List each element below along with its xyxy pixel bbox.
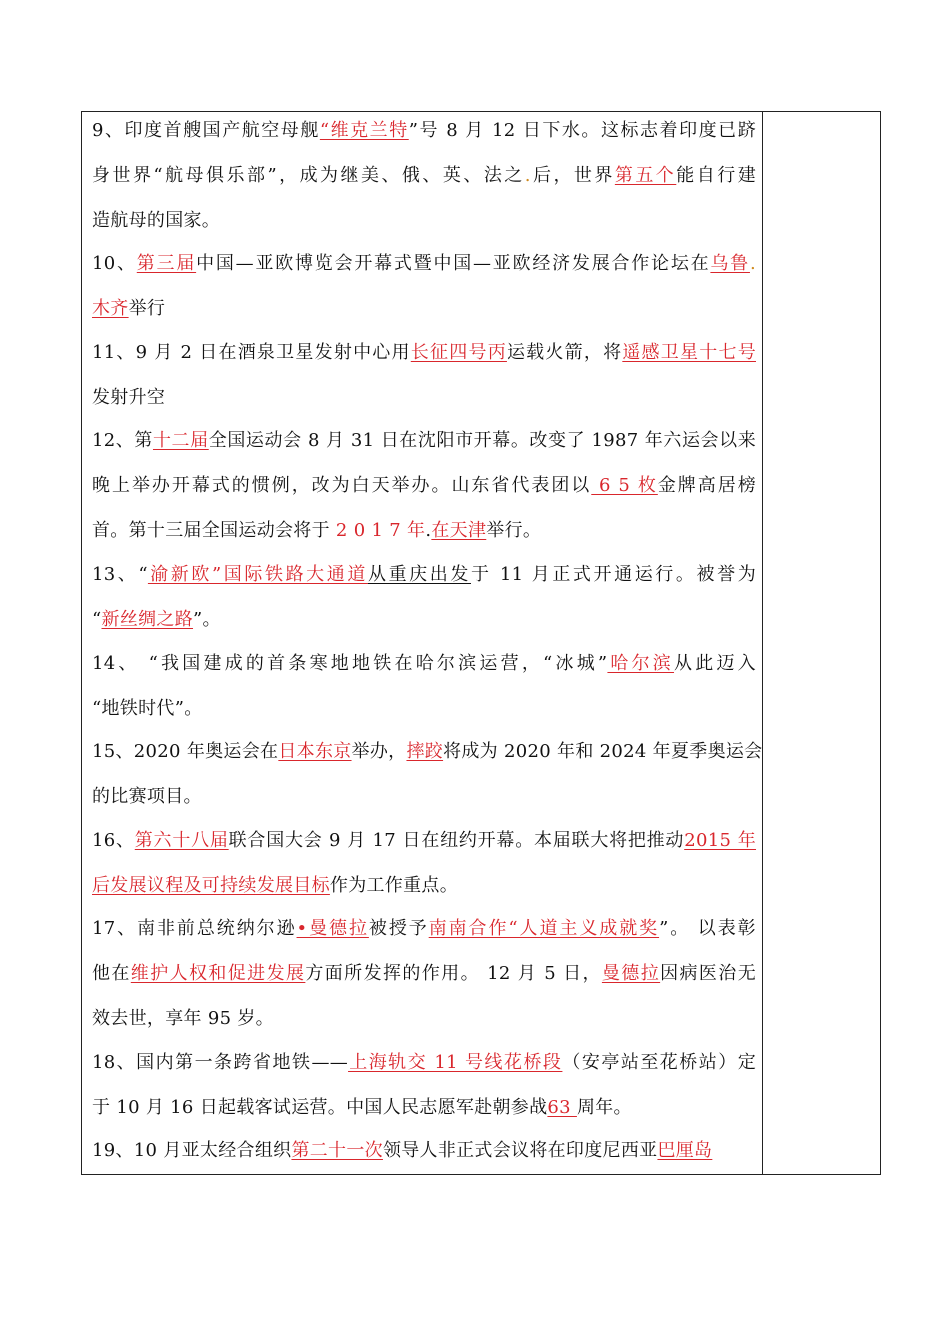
text-segment: 17、南非前总统纳尔逊 bbox=[92, 918, 297, 939]
text-segment: 举行 bbox=[128, 298, 166, 319]
text-segment: 举行。 bbox=[486, 520, 542, 541]
highlighted-answer: •曼德拉 bbox=[296, 918, 369, 939]
text-segment: 造航母的国家。 bbox=[92, 210, 221, 231]
text-segment: 从此迈入 bbox=[674, 653, 756, 674]
text-segment: 首。第十三届全国运动会将于 bbox=[92, 520, 336, 541]
highlighted-answer: 巴厘岛 bbox=[657, 1140, 713, 1161]
text-segment: 运载火箭，将 bbox=[506, 342, 623, 363]
highlighted-answer: 摔跤 bbox=[406, 741, 444, 762]
document-table bbox=[81, 111, 881, 1175]
highlighted-answer: 维护人权和促进发展 bbox=[130, 963, 306, 984]
highlighted-answer: 第三届 bbox=[136, 253, 197, 274]
text-segment: 方面所发挥的作用。 12 月 5 日， bbox=[305, 963, 602, 984]
text-segment: 后，世界 bbox=[530, 165, 615, 186]
text-segment: 效去世，享年 95 岁。 bbox=[92, 1008, 274, 1029]
text-segment: （安亭站至花桥站）定 bbox=[562, 1052, 757, 1073]
text-segment: “ bbox=[92, 609, 102, 630]
text-line bbox=[92, 784, 202, 810]
text-segment: . bbox=[524, 165, 531, 186]
highlighted-answer: 第六十八届 bbox=[134, 830, 229, 851]
text-segment: 周年。 bbox=[576, 1097, 632, 1118]
highlighted-answer: 新丝绸之路 bbox=[101, 609, 194, 630]
text-line bbox=[92, 1006, 274, 1032]
text-line bbox=[92, 651, 756, 677]
text-line bbox=[92, 428, 756, 454]
text-segment: 的比赛项目。 bbox=[92, 786, 202, 807]
text-segment: . bbox=[425, 520, 432, 541]
highlighted-answer: 日本东京 bbox=[278, 741, 352, 762]
highlighted-answer: 南南合作“人道主义成就奖 bbox=[428, 918, 660, 939]
text-segment: 作为工作重点。 bbox=[329, 875, 459, 896]
text-segment: 他在 bbox=[92, 963, 131, 984]
text-line bbox=[92, 1050, 756, 1076]
text-segment: . bbox=[749, 253, 756, 274]
highlighted-answer: “维克兰特 bbox=[319, 120, 409, 141]
text-segment: 2 0 1 7 年 bbox=[335, 520, 426, 541]
highlighted-answer: 6 5 枚 bbox=[591, 475, 658, 496]
text-line bbox=[92, 1138, 712, 1164]
highlighted-answer: 在天津 bbox=[431, 520, 487, 541]
text-segment: 15、2020 年奥运会在 bbox=[92, 741, 279, 762]
text-segment: “地铁时代”。 bbox=[92, 698, 203, 719]
highlighted-answer: 十二届 bbox=[152, 430, 209, 451]
text-segment: 联合国大会 9 月 17 日在纽约开幕。本届联大将把推动 bbox=[228, 830, 685, 851]
content-column bbox=[82, 112, 763, 1174]
text-segment: 14、 “我国建成的首条寒地地铁在哈尔滨运营，“冰城” bbox=[92, 653, 608, 674]
text-segment: 被授予 bbox=[368, 918, 429, 939]
highlighted-answer: 上海轨交 11 号线花桥段 bbox=[348, 1052, 563, 1073]
highlighted-answer: 曼德拉 bbox=[601, 963, 661, 984]
highlighted-answer: 长征四号丙 bbox=[410, 342, 507, 363]
text-segment: 金牌高居榜 bbox=[657, 475, 757, 496]
text-segment: 发射升空 bbox=[92, 387, 166, 408]
text-segment: 领导人非正式会议将在印度尼西亚 bbox=[382, 1140, 658, 1161]
text-segment: 将成为 2020 年和 2024 年夏季奥运会 bbox=[443, 741, 763, 762]
text-segment: 中国—亚欧博览会开幕式暨中国—亚欧经济发展合作论坛在 bbox=[196, 253, 711, 274]
text-segment: 18、国内第一条跨省地铁—— bbox=[92, 1052, 349, 1073]
text-segment: 从重庆出发 bbox=[367, 564, 471, 585]
text-segment: 能自行建 bbox=[676, 165, 756, 186]
text-segment: ”。 bbox=[193, 609, 221, 630]
text-line bbox=[92, 696, 203, 722]
highlighted-answer: 哈尔滨 bbox=[607, 653, 675, 674]
text-line bbox=[92, 828, 756, 854]
text-segment: 因病医治无 bbox=[660, 963, 757, 984]
text-line bbox=[92, 118, 756, 144]
text-segment: 10、 bbox=[92, 253, 137, 274]
highlighted-answer: 2015 年 bbox=[684, 830, 757, 851]
text-line bbox=[92, 163, 756, 189]
text-segment: ”号 8 月 12 日下水。这标志着印度已跻 bbox=[408, 120, 756, 141]
text-line bbox=[92, 251, 756, 277]
text-line bbox=[92, 916, 756, 942]
text-segment: 16、 bbox=[92, 830, 135, 851]
text-segment: 11、9 月 2 日在酒泉卫星发射中心用 bbox=[92, 342, 411, 363]
text-line bbox=[92, 873, 458, 899]
highlighted-answer: 63 bbox=[547, 1097, 577, 1118]
highlighted-answer: 木齐 bbox=[92, 298, 129, 319]
text-segment: 于 10 月 16 日起载客试运营。中国人民志愿军赴朝参战 bbox=[92, 1097, 548, 1118]
text-segment: 晚上举办开幕式的惯例，改为白天举办。山东省代表团以 bbox=[92, 475, 592, 496]
text-line bbox=[92, 739, 763, 765]
text-line bbox=[92, 562, 756, 588]
text-line bbox=[92, 385, 165, 411]
highlighted-answer: 后发展议程及可持续发展目标 bbox=[92, 875, 330, 896]
text-line bbox=[92, 518, 541, 544]
text-line bbox=[92, 473, 756, 499]
text-segment: 举办， bbox=[351, 741, 407, 762]
text-segment: 9、印度首艘国产航空母舰 bbox=[92, 120, 320, 141]
text-line bbox=[92, 296, 165, 322]
text-line bbox=[92, 1095, 632, 1121]
text-segment: 19、10 月亚太经合组织 bbox=[92, 1140, 292, 1161]
text-segment: 身世界“航母俱乐部”，成为继美、俄、英、法之 bbox=[92, 165, 525, 186]
text-line bbox=[92, 340, 756, 366]
highlighted-answer: 遥感卫星十七号 bbox=[622, 342, 756, 363]
highlighted-answer: 乌鲁 bbox=[710, 253, 750, 274]
highlighted-answer: 渝新欧”国际铁路大通道 bbox=[147, 564, 368, 585]
highlighted-answer: 第五个 bbox=[614, 165, 677, 186]
highlighted-answer: 第二十一次 bbox=[291, 1140, 383, 1161]
text-segment: 13、“ bbox=[92, 564, 148, 585]
notes-column bbox=[763, 112, 880, 1174]
text-line bbox=[92, 961, 756, 987]
text-segment: 全国运动会 8 月 31 日在沈阳市开幕。改变了 1987 年六运会以来 bbox=[208, 430, 757, 451]
text-segment: 12、第 bbox=[92, 430, 153, 451]
text-segment: 于 11 月正式开通运行。被誉为 bbox=[470, 564, 756, 585]
text-line bbox=[92, 208, 220, 234]
text-segment: ”。 以表彰 bbox=[659, 918, 756, 939]
text-line bbox=[92, 607, 221, 633]
